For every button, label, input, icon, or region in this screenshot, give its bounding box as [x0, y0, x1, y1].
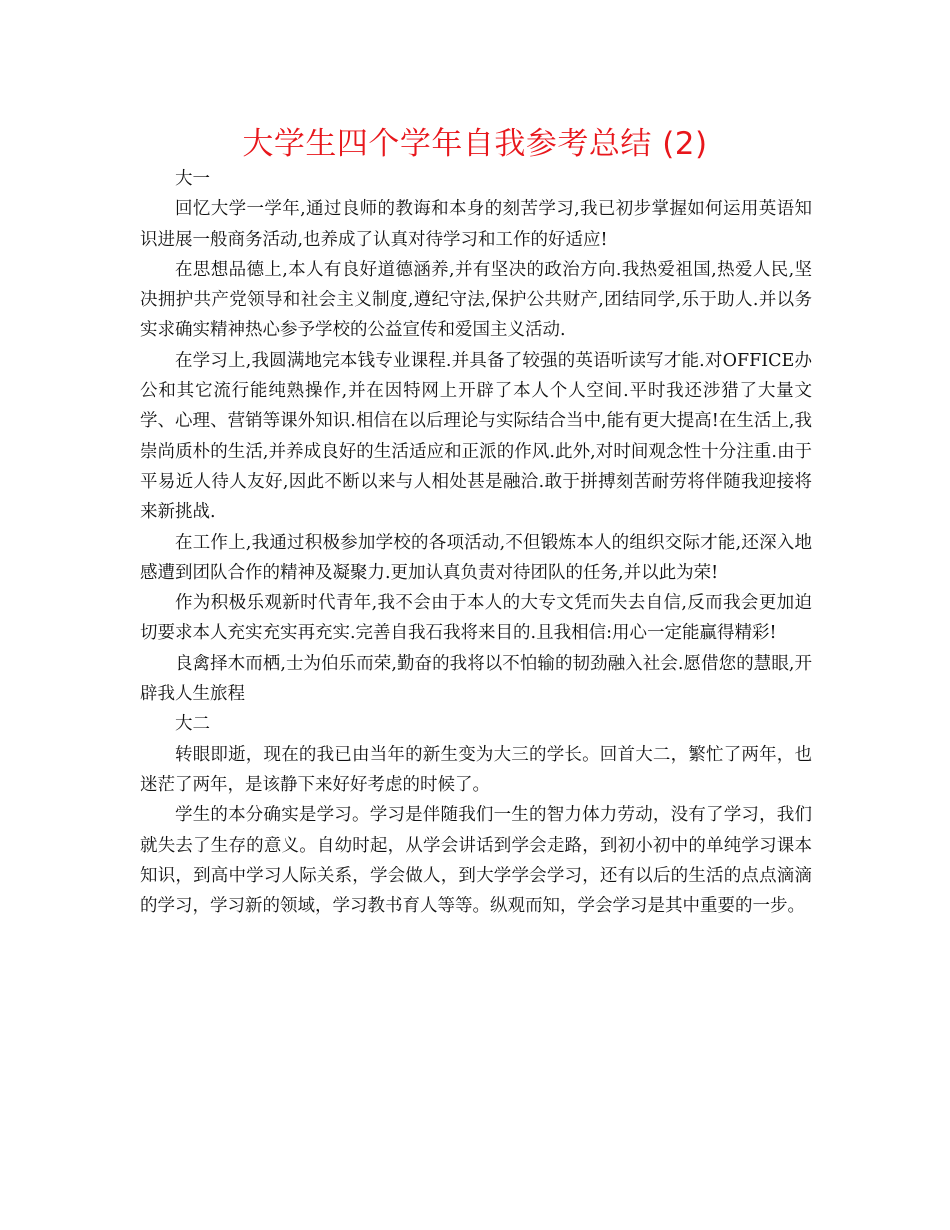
section-heading-year1: 大一 — [175, 169, 210, 189]
paragraph: 在思想品德上,本人有良好道德涵养,并有坚决的政治方向.我热爱祖国,热爱人民,坚决拥护共产党领导和社会主义制度,遵纪守法,保护公共财产,团结同学,乐于助人.并以务实求确实精神热心参予学校的公益宣传和爱国主义活动. — [140, 259, 812, 341]
document-body — [140, 164, 812, 921]
paragraph: 回忆大学一学年,通过良师的教诲和本身的刻苦学习,我已初步掌握如何运用英语知识进展一般商务活动,也养成了认真对待学习和工作的好适应! — [140, 199, 812, 250]
document-title: 大学生四个学年自我参考总结 (2) — [242, 126, 708, 162]
paragraph: 转眼即逝，现在的我已由当年的新生变为大三的学长。回首大二，繁忙了两年，也迷茫了两年，是该静下来好好考虑的时候了。 — [140, 744, 812, 795]
paragraph: 作为积极乐观新时代青年,我不会由于本人的大专文凭而失去自信,反而我会更加迫切要求本人充实充实再充实.完善自我石我将来目的.且我相信:用心一定能赢得精彩! — [140, 593, 812, 644]
paragraph: 在学习上,我圆满地完本钱专业课程.并具备了较强的英语听读写才能.对OFFICE办公和其它流行能纯熟操作,并在因特网上开辟了本人个人空间.平时我还涉猎了大量文学、心理、营销等课外知识.相信在以后理论与实际结合当中,能有更大提高!在生活上,我崇尚质朴的生活,并养成良好的生活适应和正派的作风.此外,对时间观念性十分注重.由于平易近人待人友好,因此不断以来与人相处甚是融洽.敢于拼搏刻苦耐劳将伴随我迎接将来新挑战. — [140, 350, 812, 523]
paragraph: 良禽择木而栖,士为伯乐而荣,勤奋的我将以不怕输的韧劲融入社会.愿借您的慧眼,开辟我人生旅程 — [140, 653, 812, 705]
section-heading-year2: 大二 — [175, 714, 210, 735]
paragraph: 在工作上,我通过积极参加学校的各项活动,不但锻炼本人的组织交际才能,还深入地感遭到团队合作的精神及凝聚力.更加认真负责对待团队的任务,并以此为荣! — [140, 532, 812, 583]
paragraph: 学生的本分确实是学习。学习是伴随我们一生的智力体力劳动，没有了学习，我们就失去了生存的意义。自幼时起，从学会讲话到学会走路，到初小初中的单纯学习课本知识，到高中学习人际关系，学会做人，到大学学会学习，还有以后的生活的点点滴滴的学习，学习新的领域，学习教书育人等等。纵观而知，学会学习是其中重要的一步。 — [140, 805, 812, 917]
